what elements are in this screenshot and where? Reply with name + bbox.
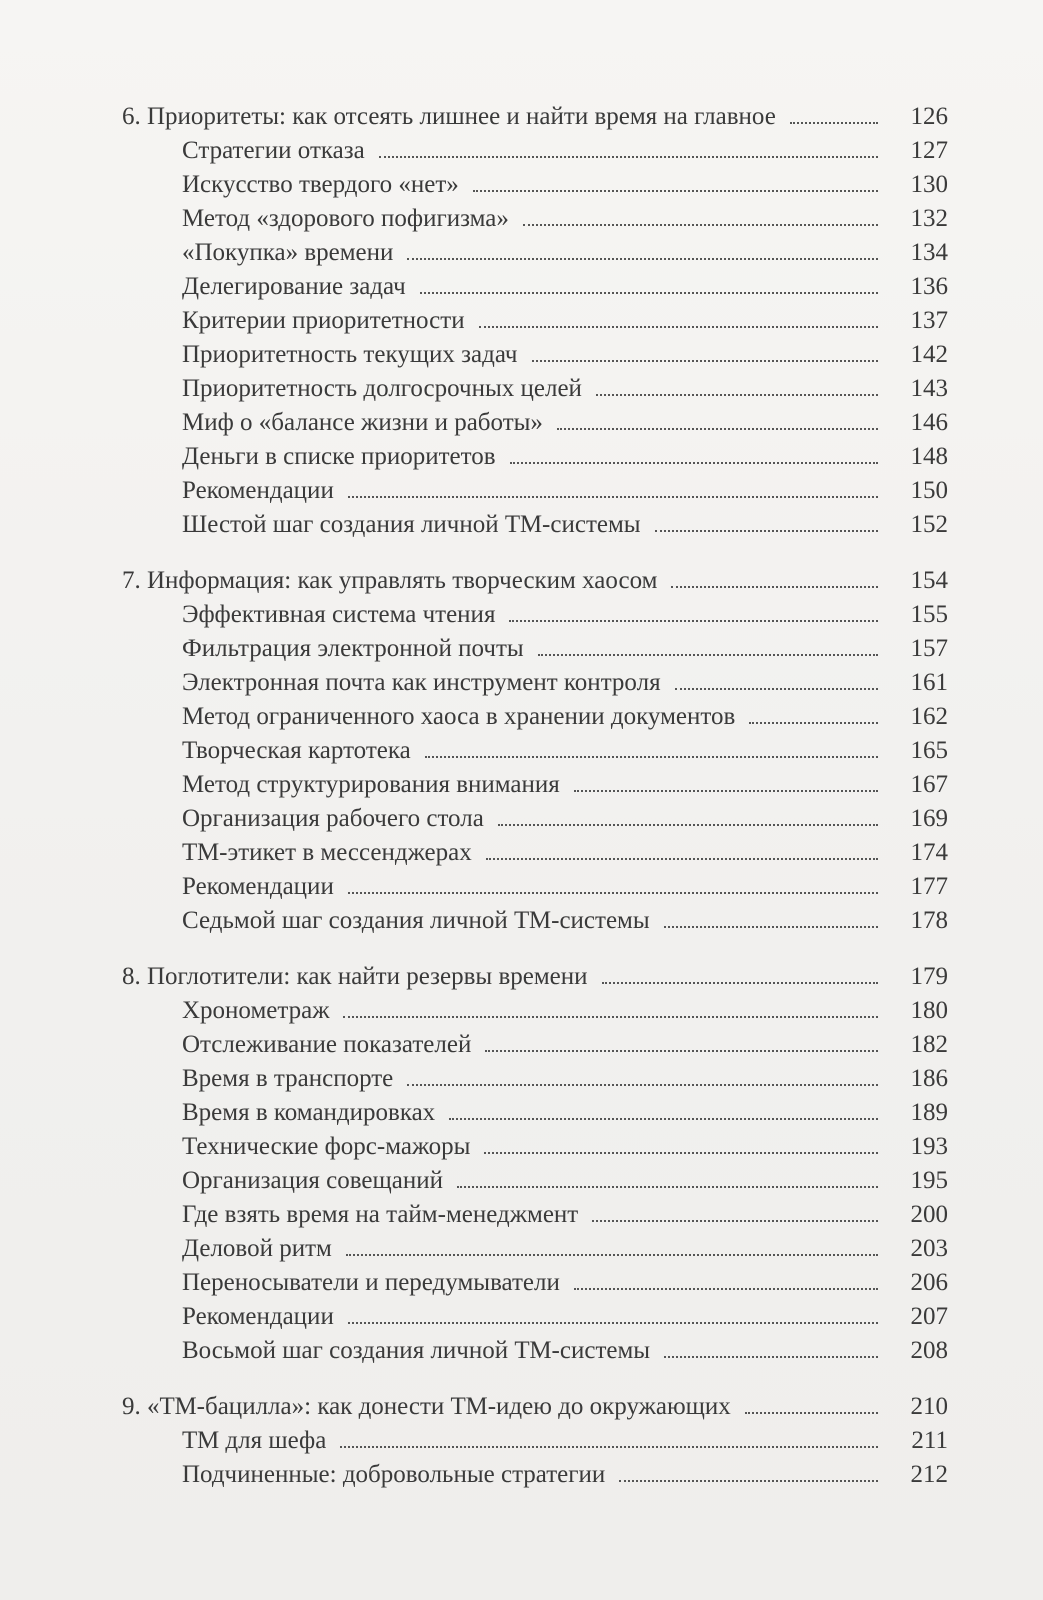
section-title: Электронная почта как инструмент контроля <box>182 669 661 696</box>
page-number: 146 <box>910 409 948 436</box>
section-title: Отслеживание показателей <box>182 1031 472 1058</box>
chapter-heading <box>122 100 948 134</box>
page-number: 167 <box>910 771 948 798</box>
section-entry <box>122 1062 948 1096</box>
section-entry <box>122 904 948 938</box>
section-title: Где взять время на тайм-менеджмент <box>182 1201 579 1228</box>
dot-leader <box>348 492 878 498</box>
dot-leader <box>655 526 878 532</box>
page-number: 182 <box>910 1031 948 1058</box>
section-title: Организация рабочего стола <box>182 805 484 832</box>
chapter-title: 6. Приоритеты: как отсеять лишнее и найти время на главное <box>122 103 776 130</box>
section-title: Рекомендации <box>182 1303 334 1330</box>
section-title: ТМ-этикет в мессенджерах <box>182 839 472 866</box>
page-number: 186 <box>910 1065 948 1092</box>
page-number: 174 <box>910 839 948 866</box>
section-title: Приоритетность текущих задач <box>182 341 518 368</box>
chapter-title: 9. «ТМ-бацилла»: как донести ТМ-идею до окружающих <box>122 1393 731 1420</box>
section-entry <box>122 1198 948 1232</box>
section-entry <box>122 508 948 542</box>
chapter-heading <box>122 1390 948 1424</box>
dot-leader <box>346 1250 878 1256</box>
page-number: 211 <box>911 1427 948 1454</box>
page-number: 203 <box>910 1235 948 1262</box>
dot-leader <box>664 922 878 928</box>
page-number: 179 <box>910 963 948 990</box>
section-entry <box>122 304 948 338</box>
section-title: Фильтрация электронной почты <box>182 635 524 662</box>
dot-leader <box>557 424 878 430</box>
section-title: Творческая картотека <box>182 737 411 764</box>
section-entry <box>122 1028 948 1062</box>
dot-leader <box>596 390 878 396</box>
section-title: Технические форс-мажоры <box>182 1133 471 1160</box>
page-number: 157 <box>910 635 948 662</box>
section-title: Седьмой шаг создания личной ТМ-системы <box>182 907 650 934</box>
dot-leader <box>486 854 878 860</box>
section-title: ТМ для шефа <box>182 1427 327 1454</box>
section-entry <box>122 598 948 632</box>
section-entry <box>122 666 948 700</box>
dot-leader <box>457 1182 878 1188</box>
dot-leader <box>473 186 878 192</box>
page-number: 193 <box>910 1133 948 1160</box>
dot-leader <box>675 684 878 690</box>
page-number: 161 <box>910 669 948 696</box>
section-title: Подчиненные: добровольные стратегии <box>182 1461 606 1488</box>
dot-leader <box>485 1046 878 1052</box>
section-entry <box>122 836 948 870</box>
section-entry <box>122 1130 948 1164</box>
section-title: Хронометраж <box>182 997 330 1024</box>
dot-leader <box>749 718 878 724</box>
dot-leader <box>343 1012 878 1018</box>
section-title: Деловой ритм <box>182 1235 332 1262</box>
page-number: 154 <box>910 567 948 594</box>
section-title: Шестой шаг создания личной ТМ-системы <box>182 511 641 538</box>
page-number: 134 <box>910 239 948 266</box>
dot-leader <box>498 820 878 826</box>
section-entry <box>122 1458 948 1492</box>
section-title: Рекомендации <box>182 873 334 900</box>
dot-leader <box>602 978 878 984</box>
page-number: 148 <box>910 443 948 470</box>
section-title: Приоритетность долгосрочных целей <box>182 375 582 402</box>
page-number: 165 <box>910 737 948 764</box>
section-entry <box>122 338 948 372</box>
section-entry <box>122 734 948 768</box>
page-number: 208 <box>910 1337 948 1364</box>
dot-leader <box>425 752 878 758</box>
page-number: 206 <box>910 1269 948 1296</box>
section-entry <box>122 1424 948 1458</box>
section-entry <box>122 406 948 440</box>
dot-leader <box>479 322 878 328</box>
section-entry <box>122 440 948 474</box>
dot-leader <box>745 1408 878 1414</box>
section-title: Искусство твердого «нет» <box>182 171 459 198</box>
dot-leader <box>484 1148 878 1154</box>
page-number: 210 <box>910 1393 948 1420</box>
section-entry <box>122 1164 948 1198</box>
table-of-contents <box>122 100 948 1514</box>
dot-leader <box>449 1114 878 1120</box>
page-number: 136 <box>910 273 948 300</box>
page-number: 130 <box>910 171 948 198</box>
chapter-heading <box>122 960 948 994</box>
section-title: Стратегии отказа <box>182 137 365 164</box>
section-entry <box>122 870 948 904</box>
dot-leader <box>510 458 878 464</box>
dot-leader <box>574 786 878 792</box>
section-title: Организация совещаний <box>182 1167 443 1194</box>
section-title: Восьмой шаг создания личной ТМ-системы <box>182 1337 651 1364</box>
section-entry <box>122 768 948 802</box>
page-number: 142 <box>910 341 948 368</box>
dot-leader <box>538 650 878 656</box>
section-entry <box>122 1232 948 1266</box>
dot-leader <box>348 888 878 894</box>
page-number: 178 <box>910 907 948 934</box>
section-entry <box>122 1300 948 1334</box>
section-title: Метод ограниченного хаоса в хранении документов <box>182 703 736 730</box>
section-entry <box>122 632 948 666</box>
section-title: Рекомендации <box>182 477 334 504</box>
dot-leader <box>348 1318 878 1324</box>
section-entry <box>122 802 948 836</box>
section-title: Деньги в списке приоритетов <box>182 443 496 470</box>
section-title: Время в транспорте <box>182 1065 394 1092</box>
section-title: Время в командировках <box>182 1099 436 1126</box>
page-number: 126 <box>910 103 948 130</box>
section-title: Метод структурирования внимания <box>182 771 560 798</box>
page-number: 152 <box>910 511 948 538</box>
page-number: 127 <box>910 137 948 164</box>
dot-leader <box>532 356 879 362</box>
dot-leader <box>340 1442 878 1448</box>
page-number: 155 <box>910 601 948 628</box>
dot-leader <box>509 616 878 622</box>
dot-leader <box>407 1080 878 1086</box>
section-entry <box>122 372 948 406</box>
section-title: «Покупка» времени <box>182 239 394 266</box>
dot-leader <box>790 118 878 124</box>
chapter-title: 7. Информация: как управлять творческим хаосом <box>122 567 658 594</box>
chapter-title: 8. Поглотители: как найти резервы времени <box>122 963 588 990</box>
page-number: 132 <box>910 205 948 232</box>
section-entry <box>122 700 948 734</box>
page-number: 177 <box>910 873 948 900</box>
section-entry <box>122 474 948 508</box>
section-entry <box>122 1096 948 1130</box>
page-number: 143 <box>910 375 948 402</box>
section-title: Эффективная система чтения <box>182 601 496 628</box>
section-title: Метод «здорового пофигизма» <box>182 205 509 232</box>
page-number: 189 <box>910 1099 948 1126</box>
dot-leader <box>379 152 878 158</box>
section-entry <box>122 134 948 168</box>
dot-leader <box>407 254 878 260</box>
section-entry <box>122 1266 948 1300</box>
chapter-8 <box>122 960 948 1368</box>
chapter-heading <box>122 564 948 598</box>
page-number: 207 <box>910 1303 948 1330</box>
section-entry <box>122 1334 948 1368</box>
dot-leader <box>671 582 878 588</box>
page-number: 162 <box>910 703 948 730</box>
dot-leader <box>592 1216 878 1222</box>
dot-leader <box>664 1352 878 1358</box>
section-entry <box>122 236 948 270</box>
section-title: Делегирование задач <box>182 273 406 300</box>
section-title: Миф о «балансе жизни и работы» <box>182 409 543 436</box>
section-title: Критерии приоритетности <box>182 307 465 334</box>
page-number: 212 <box>910 1461 948 1488</box>
section-entry <box>122 168 948 202</box>
chapter-7 <box>122 564 948 938</box>
chapter-9 <box>122 1390 948 1492</box>
page-number: 200 <box>910 1201 948 1228</box>
section-entry <box>122 202 948 236</box>
chapter-6 <box>122 100 948 542</box>
page-number: 180 <box>910 997 948 1024</box>
dot-leader <box>574 1284 878 1290</box>
section-entry <box>122 270 948 304</box>
page-number: 137 <box>910 307 948 334</box>
page-number: 150 <box>910 477 948 504</box>
section-title: Переносыватели и передумыватели <box>182 1269 560 1296</box>
page-number: 195 <box>910 1167 948 1194</box>
dot-leader <box>420 288 878 294</box>
page-number: 169 <box>910 805 948 832</box>
dot-leader <box>619 1476 878 1482</box>
dot-leader <box>523 220 878 226</box>
section-entry <box>122 994 948 1028</box>
